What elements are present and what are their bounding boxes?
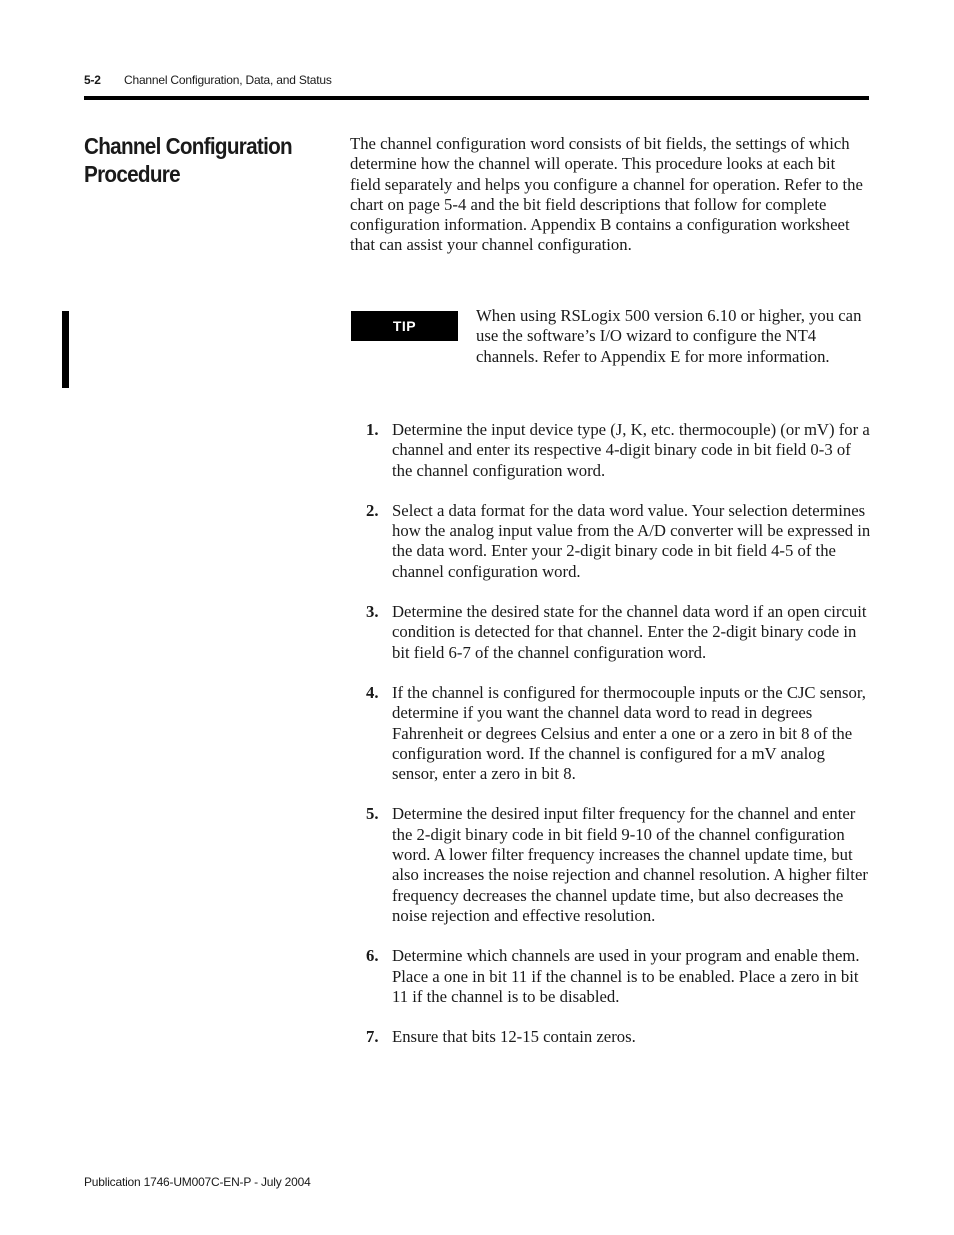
step-number: 4. <box>366 682 379 702</box>
step-text: Determine the desired input filter frequency for the channel and enter the 2-digit binary code in bit field 9-10 of the channel configuration word. A lower filter frequency increases the channel update time, but also increases the noise rejection and channel resolution. A higher filter frequency decreases the channel update time, but also decreases the noise rejection and effective resolution. <box>392 804 868 925</box>
step-item <box>366 683 871 784</box>
step-number: 5. <box>366 804 379 824</box>
step-text: Determine the input device type (J, K, etc. thermocouple) (or mV) for a channel and enter its respective 4-digit binary code in bit field 0-3 of the channel configuration word. <box>392 420 870 480</box>
header-rule <box>84 96 869 100</box>
step-item <box>366 1027 871 1047</box>
tip-label: TIP <box>351 311 458 341</box>
tip-text: When using RSLogix 500 version 6.10 or higher, you can use the software’s I/O wizard to configure the NT4 channels. Refer to Appendix E for more information. <box>476 306 862 366</box>
step-item <box>366 804 871 926</box>
section-title: Channel Configuration Procedure <box>84 133 292 187</box>
intro-paragraph: The channel configuration word consists of bit fields, the settings of which determine how the channel will operate. This procedure looks at each bit field separately and helps you configure a channel for operation. Refer to the chart on page 5-4 and the bit field descriptions that follow for complete configuration information. Appendix B contains a configuration worksheet that can assist your channel configuration. <box>350 134 863 255</box>
step-number: 6. <box>366 946 379 966</box>
step-number: 3. <box>366 602 379 622</box>
step-text: If the channel is configured for thermocouple inputs or the CJC sensor, determine if you want the channel data word to read in degrees Fahrenheit or degrees Celsius and enter a one or a zero in bit 8 of the configuration word. If the channel is configured for a mV analog sensor, enter a zero in bit 8. <box>392 682 866 784</box>
step-text: Determine the desired state for the channel data word if an open circuit condition is detected for that channel. Enter the 2-digit binary code in bit field 6-7 of the channel configuration word. <box>392 602 867 662</box>
step-item <box>366 946 871 1007</box>
step-text: Determine which channels are used in your program and enable them. Place a one in bit 11 if the channel is to be enabled. Place a zero in bit 11 if the channel is to be disabled. <box>392 946 860 1006</box>
running-header <box>84 73 332 87</box>
step-item <box>366 420 871 481</box>
procedure-steps <box>366 420 871 1067</box>
step-text: Ensure that bits 12-15 contain zeros. <box>392 1027 636 1047</box>
step-number: 1. <box>366 420 379 439</box>
step-item <box>366 501 871 582</box>
step-item <box>366 602 871 663</box>
publication-footer: Publication 1746-UM007C-EN-P - July 2004 <box>84 1175 311 1189</box>
step-number: 7. <box>366 1027 379 1047</box>
change-bar <box>62 311 69 388</box>
step-text: Select a data format for the data word value. Your selection determines how the analog input value from the A/D converter will be expressed in the data word. Enter your 2-digit binary code in bit field 4-5 of the channel configuration word. <box>392 500 871 581</box>
step-number: 2. <box>366 500 379 520</box>
chapter-title: Channel Configuration, Data, and Status <box>124 73 332 87</box>
page-number: 5-2 <box>84 73 101 87</box>
